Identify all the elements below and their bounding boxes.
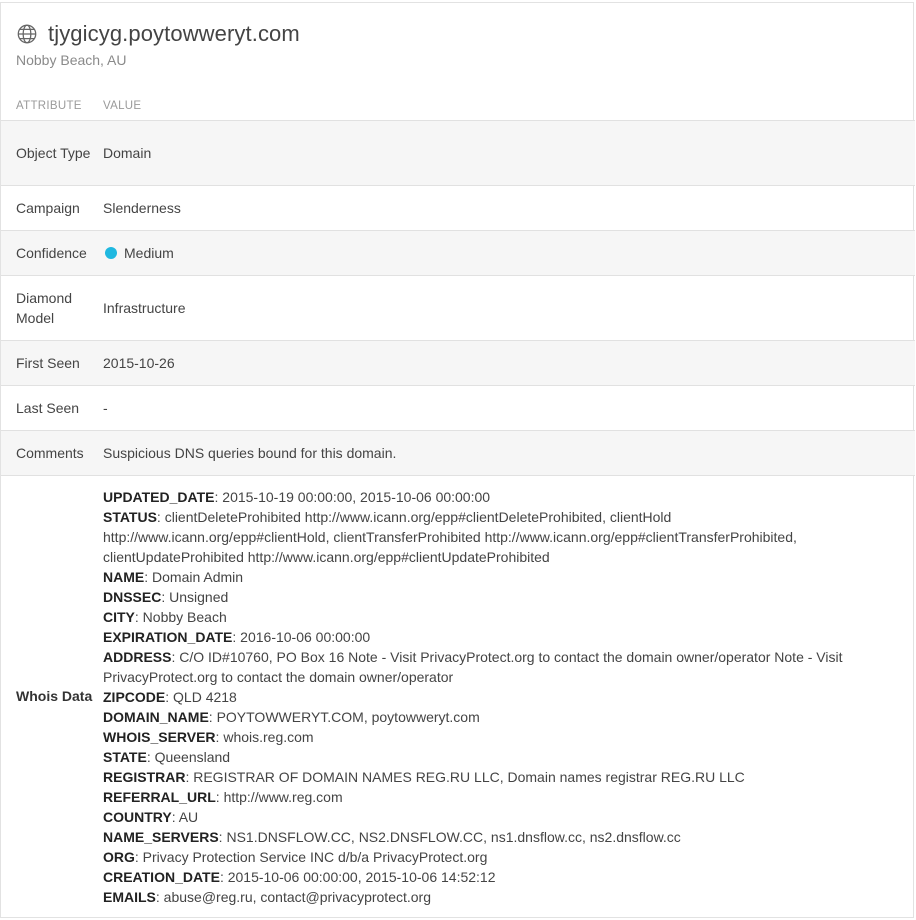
whois-value: whois.reg.com	[223, 729, 314, 745]
attribute-table	[1, 120, 915, 916]
table-row-diamond-model	[1, 275, 915, 340]
whois-key: STATUS	[103, 509, 157, 525]
whois-entry: DNSSEC: Unsigned	[103, 589, 229, 605]
whois-key: EMAILS	[103, 889, 156, 905]
whois-value: C/O ID#10760, PO Box 16 Note - Visit PrivacyProtect.org to contact the domain owner/operator Note - Visit PrivacyProtect.org to contact the domain owner/operator	[103, 649, 843, 685]
whois-key: CITY	[103, 609, 135, 625]
whois-entry: NAME: Domain Admin	[103, 569, 244, 585]
whois-key: REFERRAL_URL	[103, 789, 216, 805]
whois-value: Privacy Protection Service INC d/b/a PrivacyProtect.org	[142, 849, 488, 865]
globe-icon	[16, 23, 38, 45]
whois-entry: ADDRESS: C/O ID#10760, PO Box 16 Note - Visit PrivacyProtect.org to contact the domain owner/operator Note - Visit PrivacyProtect.org to contact the domain owner/operator	[103, 649, 843, 685]
whois-key: NAME_SERVERS	[103, 829, 219, 845]
whois-key: WHOIS_SERVER	[103, 729, 216, 745]
whois-entry: CITY: Nobby Beach	[103, 609, 227, 625]
whois-value: Domain Admin	[152, 569, 244, 585]
attribute-label: Confidence	[16, 245, 87, 261]
whois-entry: NAME_SERVERS: NS1.DNSFLOW.CC, NS2.DNSFLOW.CC, ns1.dnsflow.cc, ns2.dnsflow.cc	[103, 829, 681, 845]
whois-value: QLD 4218	[173, 689, 237, 705]
whois-value: 2015-10-06 00:00:00, 2015-10-06 14:52:12	[227, 869, 496, 885]
whois-key: DNSSEC	[103, 589, 162, 605]
attribute-value: -	[103, 400, 108, 416]
whois-entry: STATUS: clientDeleteProhibited http://www.icann.org/epp#clientDeleteProhibited, clientHold http://www.icann.org/epp#clientHold, clientTransferProhibited http://www.icann.org/epp#clientTransferProhibited, clientUpdateProhibited http://www.icann.org/epp#clientUpdateProhibited	[103, 509, 797, 565]
whois-entry: DOMAIN_NAME: POYTOWWERYT.COM, poytowweryt.com	[103, 709, 480, 725]
location-subtitle: Nobby Beach, AU	[16, 52, 127, 68]
table-row-whois	[1, 475, 915, 916]
column-header-attribute: ATTRIBUTE	[16, 100, 82, 112]
whois-value: REGISTRAR OF DOMAIN NAMES REG.RU LLC, Domain names registrar REG.RU LLC	[193, 769, 745, 785]
table-row-campaign	[1, 185, 915, 230]
whois-key: STATE	[103, 749, 147, 765]
whois-key: ORG	[103, 849, 135, 865]
whois-entry: CREATION_DATE: 2015-10-06 00:00:00, 2015-10-06 14:52:12	[103, 869, 496, 885]
whois-value: Unsigned	[169, 589, 229, 605]
whois-entry: UPDATED_DATE: 2015-10-19 00:00:00, 2015-10-06 00:00:00	[103, 489, 491, 505]
attribute-value: Domain	[103, 145, 152, 161]
attribute-value: Suspicious DNS queries bound for this domain.	[103, 445, 397, 461]
attribute-label: Object Type	[16, 145, 91, 161]
attribute-label: Campaign	[16, 200, 80, 216]
attribute-label: Diamond Model	[16, 290, 73, 326]
whois-entry: WHOIS_SERVER: whois.reg.com	[103, 729, 314, 745]
attribute-label: Last Seen	[16, 400, 80, 416]
whois-entry: ZIPCODE: QLD 4218	[103, 689, 237, 705]
whois-value: http://www.reg.com	[223, 789, 343, 805]
whois-key: DOMAIN_NAME	[103, 709, 209, 725]
whois-key: EXPIRATION_DATE	[103, 629, 233, 645]
whois-key: ADDRESS	[103, 649, 172, 665]
whois-label: Whois Data	[16, 688, 93, 704]
confidence-dot-icon	[105, 247, 117, 259]
whois-value: AU	[178, 809, 199, 825]
table-row-last-seen	[1, 385, 915, 430]
attribute-value[interactable]: Slenderness	[103, 200, 181, 216]
whois-value: Queensland	[154, 749, 231, 765]
whois-entry: REGISTRAR: REGISTRAR OF DOMAIN NAMES REG.RU LLC, Domain names registrar REG.RU LLC	[103, 769, 745, 785]
whois-entry: STATE: Queensland	[103, 749, 231, 765]
whois-entry: EMAILS: abuse@reg.ru, contact@privacyprotect.org	[103, 889, 431, 905]
whois-entry: ORG: Privacy Protection Service INC d/b/a PrivacyProtect.org	[103, 849, 488, 865]
whois-key: UPDATED_DATE	[103, 489, 215, 505]
attribute-value	[103, 243, 915, 263]
whois-value: 2015-10-19 00:00:00, 2015-10-06 00:00:00	[222, 489, 491, 505]
whois-value: NS1.DNSFLOW.CC, NS2.DNSFLOW.CC, ns1.dnsflow.cc, ns2.dnsflow.cc	[226, 829, 681, 845]
whois-value: Nobby Beach	[142, 609, 227, 625]
page-header	[16, 21, 300, 68]
whois-entry: COUNTRY: AU	[103, 809, 199, 825]
attribute-label: First Seen	[16, 355, 80, 371]
attribute-label: Comments	[16, 445, 84, 461]
whois-value: abuse@reg.ru, contact@privacyprotect.org	[163, 889, 431, 905]
table-row-object-type	[1, 120, 915, 185]
whois-value: 2016-10-06 00:00:00	[240, 629, 371, 645]
whois-key: REGISTRAR	[103, 769, 186, 785]
attribute-value: 2015-10-26	[103, 355, 175, 371]
whois-data	[103, 485, 915, 907]
table-row-confidence	[1, 230, 915, 275]
page-title: tjygicyg.poytowweryt.com	[48, 21, 300, 46]
table-row-first-seen	[1, 340, 915, 385]
whois-value: POYTOWWERYT.COM, poytowweryt.com	[216, 709, 480, 725]
whois-key: CREATION_DATE	[103, 869, 220, 885]
whois-key: NAME	[103, 569, 145, 585]
whois-entry: EXPIRATION_DATE: 2016-10-06 00:00:00	[103, 629, 371, 645]
whois-key: ZIPCODE	[103, 689, 166, 705]
confidence-level: Medium	[124, 245, 174, 261]
whois-value: clientDeleteProhibited http://www.icann.org/epp#clientDeleteProhibited, clientHold http://www.icann.org/epp#clientHold, clientTransferProhibited http://www.icann.org/epp#clientTransferProhibited, clientUpdateProhibited http://www.icann.org/epp#clientUpdateProhibited	[103, 509, 797, 565]
detail-card	[0, 2, 914, 918]
column-header-value: VALUE	[103, 100, 142, 112]
table-row-comments	[1, 430, 915, 475]
whois-entry: REFERRAL_URL: http://www.reg.com	[103, 789, 343, 805]
whois-key: COUNTRY	[103, 809, 172, 825]
attribute-value: Infrastructure	[103, 300, 186, 316]
